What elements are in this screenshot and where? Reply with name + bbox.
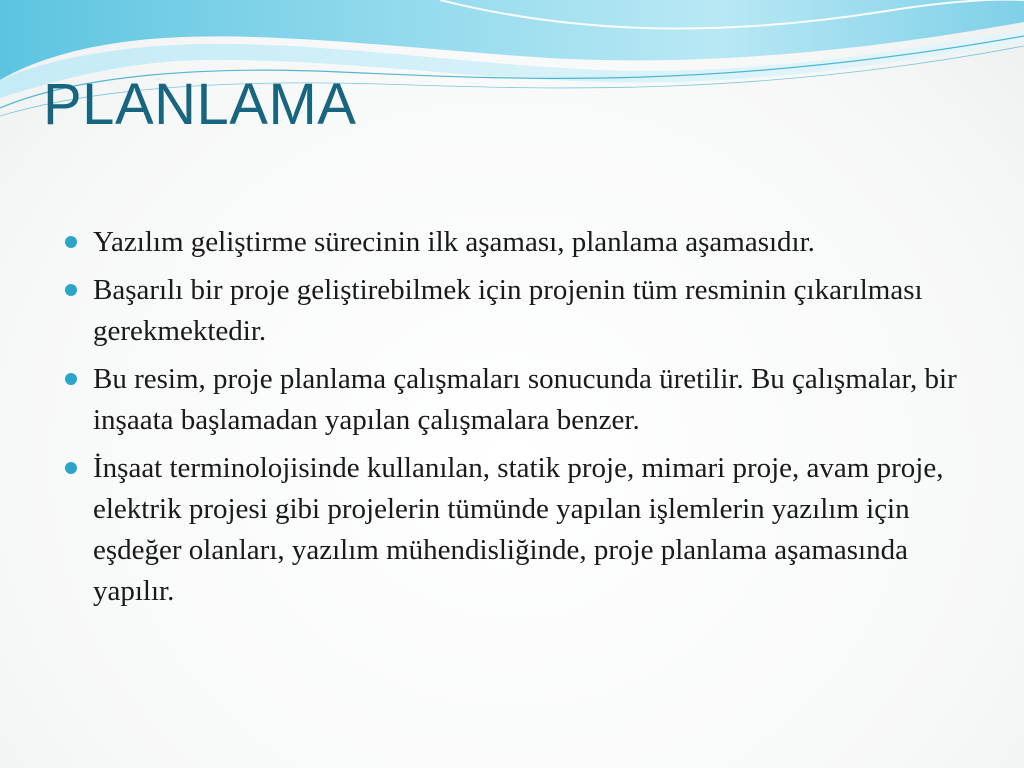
bullet-text: Yazılım geliştirme sürecinin ilk aşaması, planlama aşamasıdır. bbox=[93, 226, 815, 258]
bullet-item bbox=[64, 222, 984, 263]
round-bullet-icon bbox=[65, 373, 77, 385]
round-bullet-icon bbox=[65, 284, 77, 296]
bullet-list bbox=[64, 222, 984, 619]
bullet-text: Başarılı bir proje geliştirebilmek için projenin tüm resminin çıkarılması gerekmektedir. bbox=[93, 274, 923, 347]
bullet-item bbox=[64, 448, 984, 612]
slide-title: PLANLAMA bbox=[43, 72, 357, 137]
bullet-text: İnşaat terminolojisinde kullanılan, statik proje, mimari proje, avam proje, elektrik projesi gibi projelerin tümünde yapılan işlemlerin yazılım için eşdeğer olanları, yazılım mühendisliğinde, proje planlama aşamasında yapılır. bbox=[93, 452, 944, 607]
bullet-text: Bu resim, proje planlama çalışmaları sonucunda üretilir. Bu çalışmalar, bir inşaata başlamadan yapılan çalışmalara benzer. bbox=[93, 363, 957, 436]
round-bullet-icon bbox=[65, 462, 77, 474]
bullet-item bbox=[64, 359, 984, 441]
bullet-item bbox=[64, 270, 984, 352]
round-bullet-icon bbox=[65, 236, 77, 248]
